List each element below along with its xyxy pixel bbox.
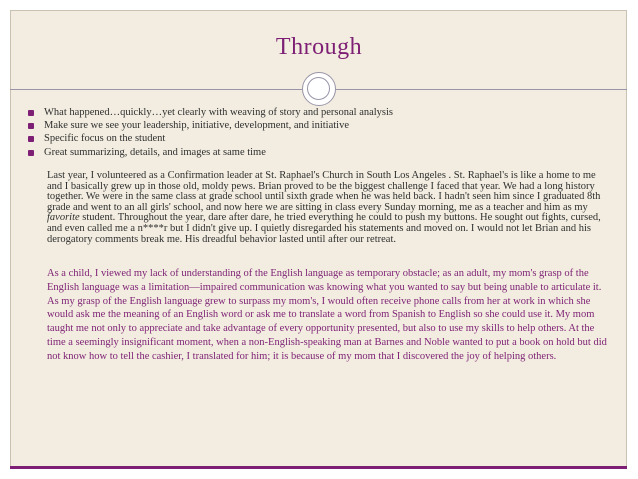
paragraph-text: student. Throughout the year, dare after dare, he tried everything he could to push my buttons. He sought out fights, cursed, and even called me a n****r but I didn't give up. I quietly disregarded his statements and moved on. I would not let Brian and his derogatory comments break me. His dreadful behavior lasted until after our retreat. — [47, 212, 601, 245]
bullet-text: Make sure we see your leadership, initiative, development, and initiative — [44, 120, 349, 132]
square-bullet-icon — [28, 123, 34, 129]
essay-paragraph-english: As a child, I viewed my lack of understanding of the English language as temporary obstacle; as an adult, my mom's grasp of the English language was a limitation—impaired communication was knowing what you wanted to say but being unable to articulate it. As my grasp of the English language grew to surpass my mom's, I would often receive phone calls from her at work in which she would ask me the meaning of an English word or ask me to translate a word from Spanish to English so she could use it. My mom taught me not only to appreciate and take advantage of every opportunity presented, but also to use my skills to help others. At the time a seemingly insignificant moment, when a non-English-speaking man at Barnes and Noble wanted to put a book on hold but did not know how to tell the cashier, I translated for him; it is because of my mom that I discovered the joy of helping others. — [47, 268, 607, 362]
bullet-item — [28, 132, 618, 145]
emphasized-word: favorite — [47, 212, 80, 224]
slide-title: Through — [275, 34, 363, 60]
bullet-item — [28, 146, 618, 159]
square-bullet-icon — [28, 110, 34, 116]
paragraph-text: Last year, I volunteered as a Confirmation leader at St. Raphael's Church in South Los Angeles . St. Raphael's is like a home to me and I basically grew up in those old, moldy pews. Brian proved to be the biggest challenge I faced that year. We had a long history together. We were in the same class at grade school until sixth grade when he was held back. I hadn't seen him since I graduated 8th grade and went to an all girls' school, and now here we are sitting in class every Sunday morning, me as a teacher and him as my — [47, 170, 601, 213]
title-divider-right — [336, 89, 627, 90]
circle-ornament-icon — [302, 72, 336, 106]
essay-paragraph-confirmation — [47, 171, 605, 245]
square-bullet-icon — [28, 136, 34, 142]
bottom-accent-bar — [10, 466, 627, 469]
bullet-text: What happened…quickly…yet clearly with weaving of story and personal analysis — [44, 107, 394, 118]
title-divider-left — [10, 89, 302, 90]
bullet-text: Great summarizing, details, and images at same time — [44, 146, 266, 158]
bullet-item — [28, 119, 618, 132]
square-bullet-icon — [28, 150, 34, 156]
bullet-list — [28, 106, 618, 159]
bullet-item — [28, 106, 618, 119]
bullet-text: Specific focus on the student — [44, 133, 166, 145]
